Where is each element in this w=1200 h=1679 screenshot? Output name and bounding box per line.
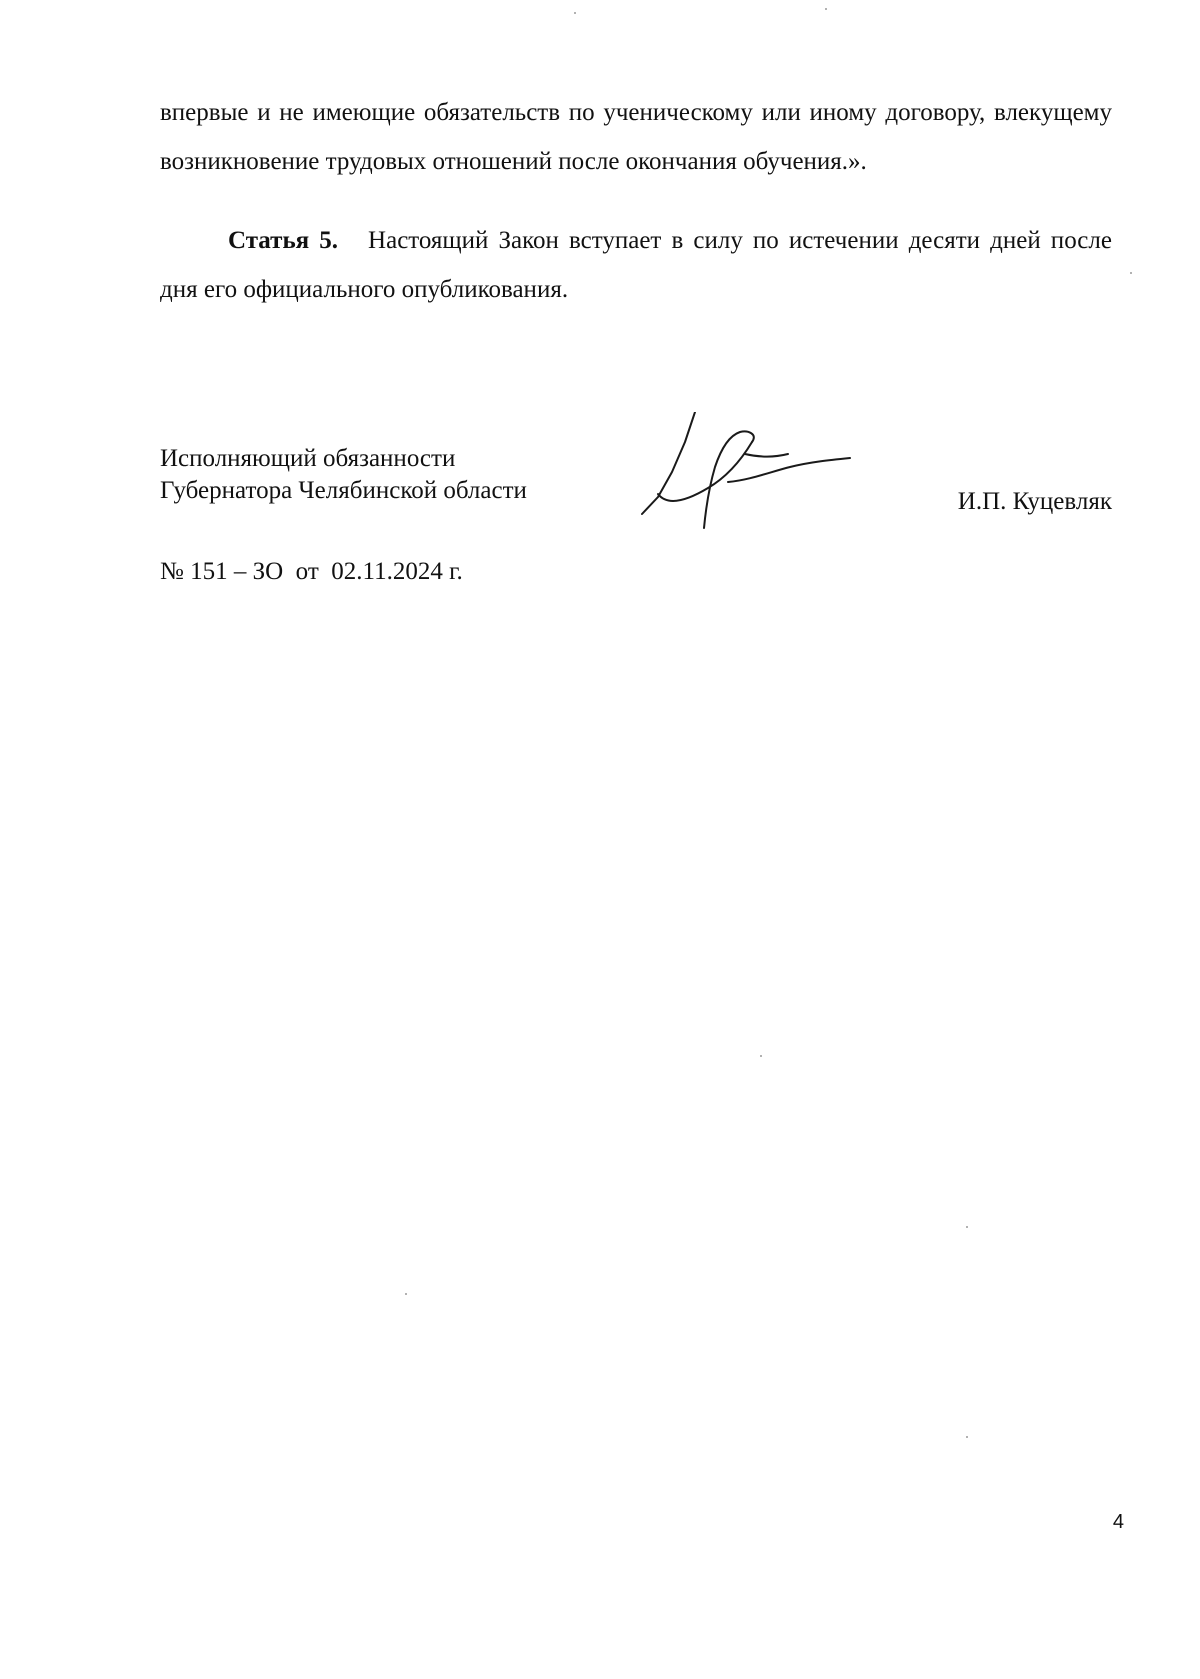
position-line-1: Исполняющий обязанности: [160, 445, 456, 472]
article-5-text: Настоящий Закон вступает в силу по истечении десяти дней после дня его официального опубликования.: [160, 227, 1112, 303]
scan-speck: [966, 1436, 968, 1438]
scan-speck: [574, 12, 576, 14]
signature-stroke-4: [728, 458, 850, 482]
scan-speck: [966, 1226, 968, 1228]
scan-speck: [405, 1293, 407, 1295]
signature-stroke-5: [745, 454, 788, 457]
signer-name: И.П. Куцевляк: [957, 488, 1112, 515]
scan-speck: [1130, 272, 1132, 274]
position-line-2: Губернатора Челябинской области: [160, 477, 527, 504]
article-5-paragraph: [160, 216, 1112, 314]
continuation-text: впервые и не имеющие обязательств по ученическому или иному договору, влекущему возникновение трудовых отношений после окончания обучения.».: [160, 99, 1112, 175]
scan-speck: [760, 1055, 762, 1057]
continuation-paragraph: [160, 88, 1112, 186]
scan-speck: [825, 8, 827, 10]
page-number: 4: [1112, 1511, 1124, 1533]
law-reference: № 151 – ЗО от 02.11.2024 г.: [160, 558, 463, 585]
article-5-label: Статья 5.: [228, 227, 339, 254]
